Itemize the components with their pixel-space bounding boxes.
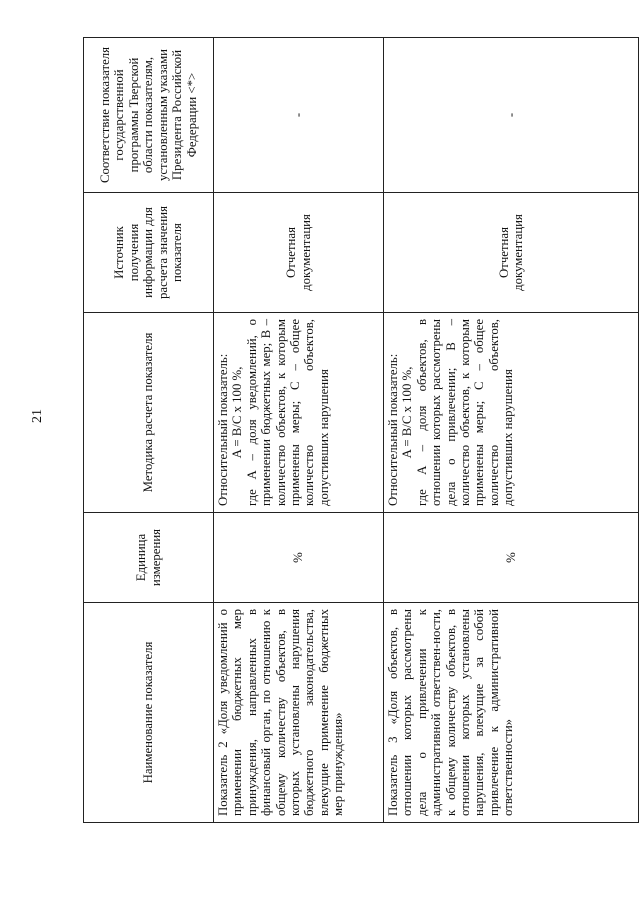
compliance-cell: - bbox=[214, 38, 384, 193]
page-number: 21 bbox=[30, 409, 45, 423]
table-row bbox=[214, 38, 384, 823]
unit-cell: % bbox=[384, 513, 639, 603]
source-cell: Отчетная документация bbox=[384, 193, 639, 313]
method-body: где А – доля объектов, в отношении которых рассмотрены дела о привлечении; В – количество объектов, к которым применены меры; С – общее количество объектов, допустивших нарушения bbox=[414, 319, 516, 506]
method-cell bbox=[214, 313, 384, 513]
compliance-cell: - bbox=[384, 38, 639, 193]
table-row bbox=[384, 38, 639, 823]
indicator-grid bbox=[83, 37, 639, 823]
method-formula: A = B/C x 100 %, bbox=[230, 366, 245, 459]
method-cell bbox=[384, 313, 639, 513]
indicator-name-cell: Показатель 2 «Доля уведомлений о применении бюджетных мер принуждения, направленных в финансовый орган, по отношению к общему количеству объектов, в которых установлены нарушения бюджетного законодательства, влекущие применение бюджетных мер принуждения» bbox=[214, 603, 384, 823]
method-formula: A = B/C x 100 %, bbox=[400, 366, 415, 459]
header-compliance: Соответствие показателя государственной программы Тверской области показателям, установленным указами Президента Российской Федерации <*> bbox=[84, 38, 214, 193]
method-body: где А – доля уведомлений, о применении бюджетных мер; В – количество объектов, к которым применены меры; С – общее количество объектов, допустивших нарушения bbox=[244, 319, 331, 506]
header-unit: Единица измерения bbox=[84, 513, 214, 603]
table-header-row bbox=[84, 38, 214, 823]
source-cell: Отчетная документация bbox=[214, 193, 384, 313]
header-indicator-name: Наименование показателя bbox=[84, 603, 214, 823]
header-method: Методика расчета показателя bbox=[84, 313, 214, 513]
indicator-table bbox=[83, 38, 638, 823]
method-intro: Относительный показатель: bbox=[386, 353, 400, 506]
header-source: Источник получения информации для расчета значения показателя bbox=[84, 193, 214, 313]
method-intro: Относительный показатель: bbox=[216, 353, 230, 506]
unit-cell: % bbox=[214, 513, 384, 603]
table-container bbox=[83, 38, 638, 823]
indicator-name-cell: Показатель 3 «Доля объектов, в отношении которых рассмотрены дела о привлечении к административной ответствен-ности, к общему количеству объектов, в отношении которых установлены нарушения, влекущие за собой привлечение к административной ответственности» bbox=[384, 603, 639, 823]
